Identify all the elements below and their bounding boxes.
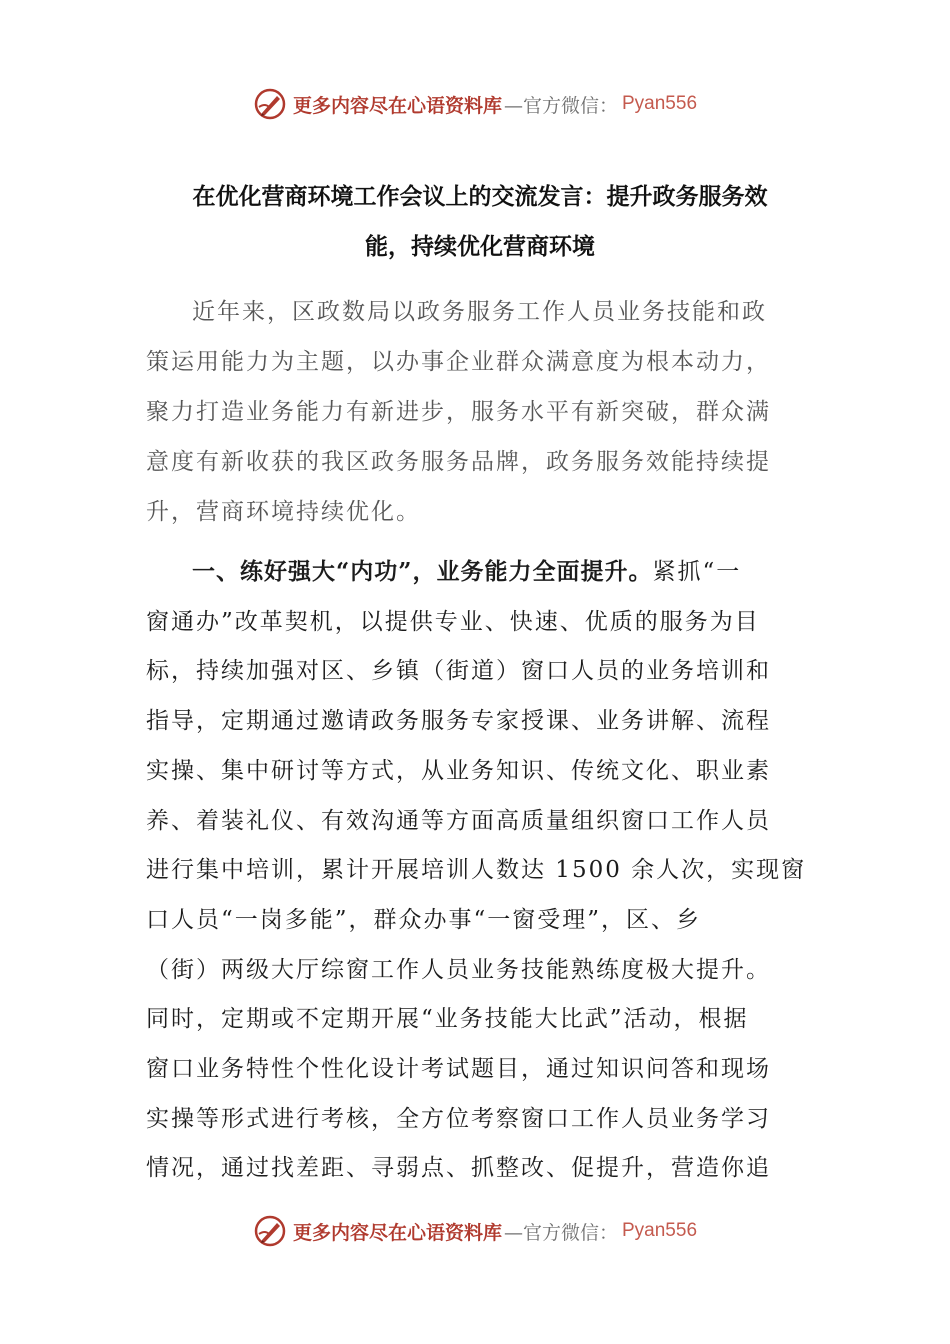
body-line: 同时，定期或不定期开展“业务技能大比武”活动，根据 xyxy=(146,1006,749,1033)
body-line: 养、着装礼仪、有效沟通等方面高质量组织窗口工作人员 xyxy=(146,807,771,834)
intro-line: 聚力打造业务能力有新进步，服务水平有新突破，群众满 xyxy=(146,399,771,425)
footer-wechat-label: —官方微信： xyxy=(503,1221,618,1244)
section-1-first-line xyxy=(146,547,806,598)
header-wechat-id: Pyan556 xyxy=(622,93,698,114)
body-line: 情况，通过找差距、寻弱点、抓整改、促提升，营造你追 xyxy=(146,1155,771,1182)
intro-line: 近年来，区政数局以政务服务工作人员业务技能和政 xyxy=(192,299,767,325)
body-line: 窗口业务特性个性化设计考试题目，通过知识问答和现场 xyxy=(146,1056,771,1083)
section-1-heading: 一、练好强大“内功”，业务能力全面提升。 xyxy=(192,558,653,585)
intro-line: 升，营商环境持续优化。 xyxy=(146,499,421,525)
body-line: 实操、集中研讨等方式，从业务知识、传统文化、职业素 xyxy=(146,757,771,784)
header-wechat-label: —官方微信： xyxy=(503,94,618,117)
footer-watermark-banner xyxy=(0,1211,950,1251)
footer-wechat-id: Pyan556 xyxy=(622,1220,698,1241)
header-promo-text: 更多内容尽在心语资料库 xyxy=(292,94,502,117)
body-line: 窗通办”改革契机，以提供专业、快速、优质的服务为目 xyxy=(146,608,760,635)
intro-paragraph xyxy=(146,287,771,537)
body-line: （街）两级大厅综窗工作人员业务技能熟练度极大提升。 xyxy=(146,956,771,983)
document-title xyxy=(150,172,810,272)
body-line: 进行集中培训，累计开展培训人数达 1500 余人次，实现窗 xyxy=(146,857,807,884)
pen-logo-icon xyxy=(253,87,287,121)
section-1-first-line-rest: 紧抓“一 xyxy=(652,559,742,585)
header-watermark-banner xyxy=(0,84,950,124)
body-line: 指导，定期通过邀请政务服务专家授课、业务讲解、流程 xyxy=(146,708,771,735)
body-line: 标，持续加强对区、乡镇（街道）窗口人员的业务培训和 xyxy=(146,658,771,685)
intro-line: 策运用能力为主题，以办事企业群众满意度为根本动力， xyxy=(146,349,771,375)
footer-promo-text: 更多内容尽在心语资料库 xyxy=(292,1221,502,1244)
title-line-1: 在优化营商环境工作会议上的交流发言：提升政务服务效 xyxy=(192,183,768,210)
section-1-paragraph xyxy=(146,547,806,1194)
title-line-2: 能，持续优化营商环境 xyxy=(365,233,595,260)
intro-line: 意度有新收获的我区政务服务品牌，政务服务效能持续提 xyxy=(146,449,771,475)
pen-logo-icon xyxy=(253,1214,287,1248)
body-line: 实操等形式进行考核，全方位考察窗口工作人员业务学习 xyxy=(146,1105,771,1132)
body-line: 口人员“一岗多能”，群众办事“一窗受理”，区、乡 xyxy=(146,906,702,933)
